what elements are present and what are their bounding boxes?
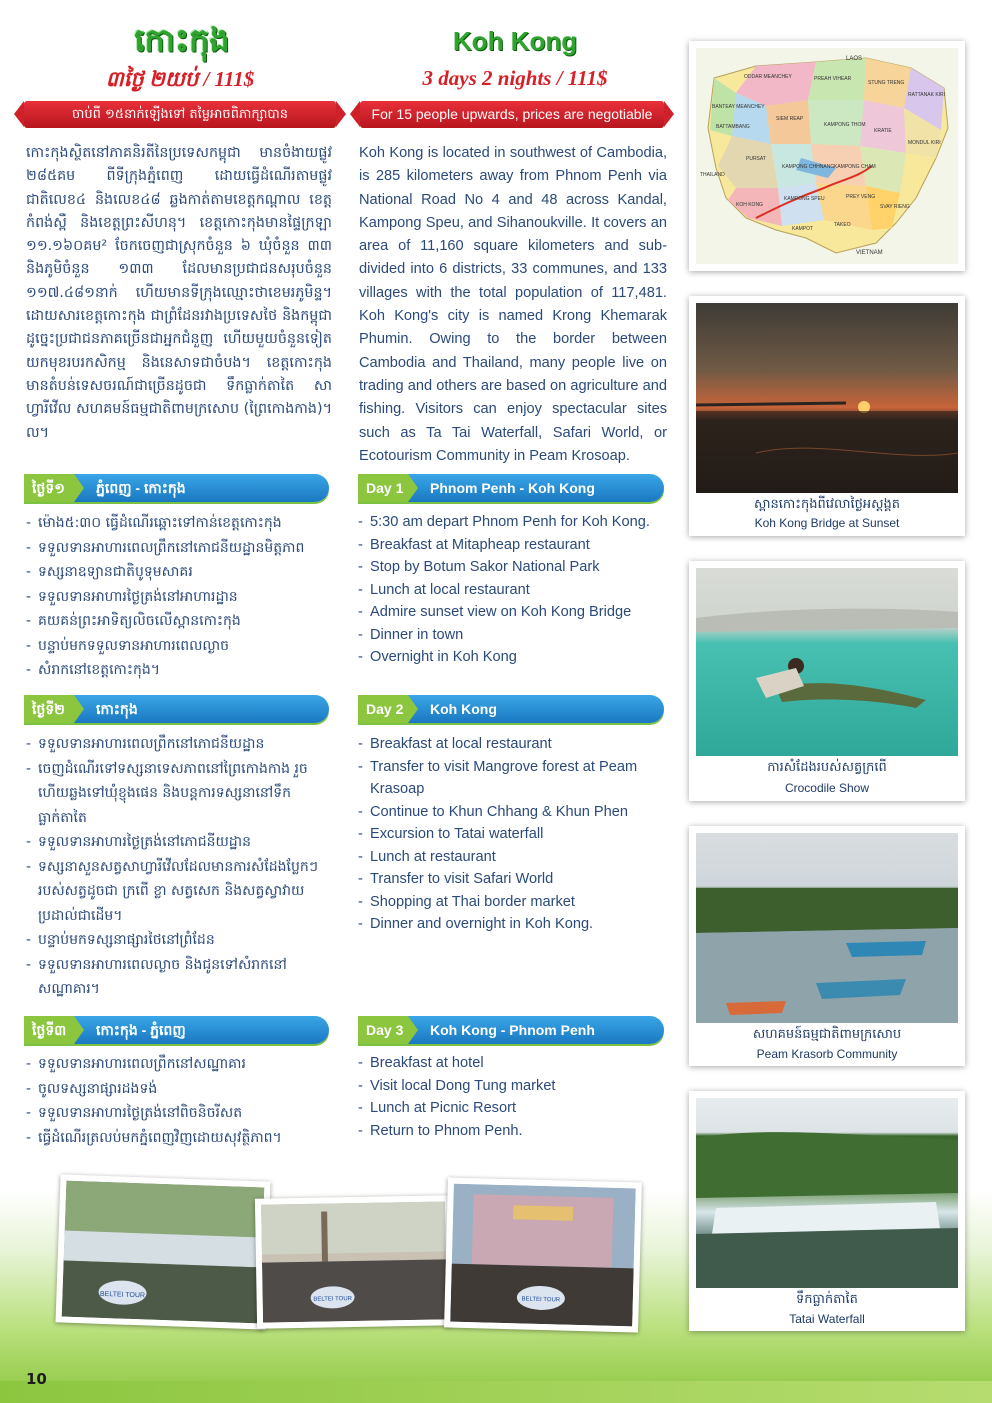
subtitle-khmer: ៣ថ្ងៃ ២យប់ / 111$	[105, 67, 255, 91]
group-photo-bridge	[255, 1195, 453, 1328]
banner-text: BELTEI TOUR	[99, 1290, 146, 1300]
day-route: Phnom Penh - Koh Kong	[430, 480, 595, 496]
intro-english: Koh Kong is located in southwest of Cambodia, is 285 kilometers away from Phnom Penh via National Road No 4 and 48 across Kandal, Kampong Speu, and Sihanoukville. It covers an area of 11,160 square kilometers and sub-divided into 6 districts, 33 communes, and 133 villages with the total population of 117,481. Koh Kong's city is named Krong Khemarak Phumin. Owing to the border between Cambodia and Thailand, many people live on trading and others are based on agriculture and fishing. Visitors can enjoy spectacular sites such as Ta Tai Waterfall, Safari World, or Ecotourism Community in Peam Krosoap.	[359, 145, 667, 464]
list-item: - Lunch at restaurant	[358, 846, 668, 869]
list-item: - Excursion to Tatai waterfall	[358, 823, 668, 846]
list-item: - គយគន់ព្រះអាទិត្យលិចលើស្ពានកោះកុង	[26, 609, 332, 634]
list-item: - ទទួលទានអាហារពេលព្រឹកនៅភោជនីយដ្ឋានមិត្តភាព	[26, 536, 332, 561]
day1-itinerary-english	[358, 511, 668, 669]
day-route: ភ្នំពេញ - កោះកុង	[96, 480, 186, 496]
list-item: - សំរាកនៅខេត្តកោះកុង។	[26, 658, 332, 683]
map-label: RATTANAK KIRI	[908, 92, 946, 98]
list-item: - Stop by Botum Sakor National Park	[358, 556, 668, 579]
map-label: SVAY RIENG	[880, 204, 910, 210]
photo-caption-english: Peam Krasorb Community	[756, 1047, 898, 1061]
mangrove-photo	[696, 833, 958, 1023]
map-label: VIETNAM	[856, 250, 883, 256]
day-tag: ថ្ងៃទី១	[24, 474, 74, 502]
list-item: - Breakfast at Mitapheap restaurant	[358, 534, 668, 557]
waterfall-photo	[696, 1098, 958, 1288]
map-label: TAKEO	[834, 222, 851, 228]
photo-caption-english: Tatai Waterfall	[789, 1312, 865, 1326]
list-item: - Lunch at Picnic Resort	[358, 1097, 668, 1120]
map-label: KRATIE	[874, 128, 892, 134]
map-label: KAMPONG SPEU	[784, 196, 825, 202]
day3-itinerary-english	[358, 1052, 668, 1142]
day-tag: ថ្ងៃទី២	[24, 695, 74, 723]
group-photo-waterfall	[55, 1174, 270, 1329]
day3-itinerary-khmer	[26, 1052, 332, 1150]
group-photo-safari-gate	[444, 1177, 642, 1332]
day1-itinerary-khmer	[26, 511, 332, 683]
title-english: Koh Kong	[452, 26, 578, 56]
map-label: THAILAND	[700, 172, 725, 178]
list-item: - ចេញដំណើរទៅទស្សនាទេសភាពនៅព្រៃកោងកាង រួចហើយឆ្លងទៅឃុំខ្ញុងផេន និងបន្តការទស្សនានៅទឹកធ្លាក់តាតៃ	[26, 757, 332, 831]
subtitle-english: 3 days 2 nights / 111$	[422, 66, 608, 90]
list-item: - បន្ទាប់មកទទួលទានអាហារពេលល្ងាច	[26, 634, 332, 659]
day1-bar-english	[358, 474, 664, 502]
list-item: - Breakfast at local restaurant	[358, 733, 668, 756]
day2-bar-english	[358, 695, 664, 723]
map-label: KAMPONG CHAM	[834, 164, 876, 170]
bottom-band	[0, 1381, 992, 1403]
map-label: STUNG TRENG	[868, 80, 905, 86]
list-item: - បន្ទាប់មកទស្សនាផ្សារថៃនៅព្រំដែន	[26, 928, 332, 953]
map-label: KAMPONG THOM	[824, 122, 866, 128]
list-item: - Continue to Khun Chhang & Khun Phen	[358, 801, 668, 824]
list-item: - ទទួលទានអាហារថ្ងៃត្រង់នៅអាហារដ្ឋាន	[26, 585, 332, 610]
group-photo-image	[261, 1201, 447, 1322]
day-tag: Day 2	[358, 695, 408, 723]
price-ribbon-english: For 15 people upwards, prices are negotiable	[360, 101, 664, 128]
list-item: - ធ្វើដំណើរត្រលប់មកភ្នំពេញវិញដោយសុវត្ថិភាព។	[26, 1126, 332, 1151]
map-label: KAMPOT	[792, 226, 814, 232]
list-item: - ទទួលទានអាហារថ្ងៃត្រង់នៅពិចនិចរីសត	[26, 1101, 332, 1126]
list-item: - ម៉ោង៥:៣០ ធ្វើដំណើរឆ្ពោះទៅកាន់ខេត្តកោះកុង	[26, 511, 332, 536]
list-item: - Return to Phnom Penh.	[358, 1120, 668, 1143]
list-item: - Transfer to visit Safari World	[358, 868, 668, 891]
map-label: LAOS	[846, 56, 863, 62]
map-image	[696, 48, 958, 264]
photo-frame-waterfall	[689, 1091, 965, 1331]
photo-caption-english: Crocodile Show	[784, 781, 870, 795]
list-item: - ចូលទស្សនាផ្សារដងទង់	[26, 1077, 332, 1102]
list-item: - ទទួលទានអាហារពេលព្រឹកនៅសណ្ឋាគារ	[26, 1052, 332, 1077]
list-item: - Visit local Dong Tung market	[358, 1075, 668, 1098]
day3-bar-english	[358, 1016, 664, 1044]
day-tag: Day 1	[358, 474, 408, 502]
photo-frame-crocodile	[689, 561, 965, 801]
day-route: Koh Kong - Phnom Penh	[430, 1022, 595, 1038]
banner-text: BELTEI TOUR	[521, 1296, 561, 1304]
cambodia-map	[696, 48, 958, 264]
map-label: ODDAR MEANCHEY	[744, 74, 792, 80]
list-item: - Breakfast at hotel	[358, 1052, 668, 1075]
map-label: BATTAMBANG	[716, 124, 750, 130]
list-item: - Dinner and overnight in Koh Kong.	[358, 913, 668, 936]
photo-frame-mangrove	[689, 826, 965, 1066]
list-item: - 5:30 am depart Phnom Penh for Koh Kong.	[358, 511, 668, 534]
map-label: KAMPONG CHHNANG	[782, 164, 835, 170]
list-item: - ទទួលទានអាហារថ្ងៃត្រង់នៅភោជនីយដ្ឋាន	[26, 830, 332, 855]
group-photo-image	[62, 1181, 265, 1324]
map-label: MONDUL KIRI	[908, 140, 941, 146]
list-item: - Lunch at local restaurant	[358, 579, 668, 602]
sunset-photo	[696, 303, 958, 493]
photo-frame-sunset	[689, 296, 965, 536]
map-label: PREY VENG	[846, 194, 876, 200]
list-item: - Admire sunset view on Koh Kong Bridge	[358, 601, 668, 624]
title-khmer: កោះកុង	[134, 21, 230, 59]
day3-bar-khmer	[24, 1016, 329, 1044]
price-ribbon-khmer: ចាប់ពី ១៥នាក់ឡើងទៅ តម្លៃអាចពិភាក្សាបាន	[24, 101, 336, 128]
day1-bar-khmer	[24, 474, 329, 502]
day-route: កោះកុង - ភ្នំពេញ	[96, 1022, 186, 1038]
banner-text: BELTEI TOUR	[313, 1296, 353, 1303]
sunset-scene	[696, 303, 958, 493]
list-item: - Shopping at Thai border market	[358, 891, 668, 914]
list-item: - ទទួលទានអាហារពេលល្ងាច និងជូនទៅសំរាកនៅសណ្ឋាគារ។	[26, 953, 332, 1002]
day2-itinerary-khmer	[26, 732, 332, 1002]
map-label: KOH KONG	[736, 202, 763, 208]
group-photo-image	[450, 1184, 636, 1327]
waterfall-scene	[696, 1098, 958, 1288]
day-route: Koh Kong	[430, 701, 497, 717]
intro-khmer: កោះកុងស្ថិតនៅភាគនិរតីនៃប្រទេសកម្ពុជា មានចំងាយផ្លូវ ២៨៥គម ពីទីក្រុងភ្នំពេញ ដោយធ្វើដំណើរតាមផ្លូវជាតិលេខ៤ និងលេខ៤៨ ឆ្លងកាត់តាមខេត្តកណ្តាល ខេត្តកំពង់ស្ពឺ និងខេត្តព្រះសីហនុ។ ខេត្តកោះកុងមានផ្ទៃក្រឡា ១១.១៦០គម² ចែកចេញជាស្រុកចំនួន ៦ ឃុំចំនួន ៣៣ និងភូមិចំនួន ១៣៣ ដែលមានប្រជាជនសរុបចំនួន ១១៧.៤៨១នាក់ ហើយមានទីក្រុងឈ្មោះថាខេមរភូមិន្ទ។ ដោយសារខេត្តកោះកុង ជាព្រំដែនរវាងប្រទេសថៃ និងកម្ពុជា ដូច្នេះប្រជាជនភាគច្រើនជាអ្នកជំនួញ ហើយមួយចំនួនទៀតយកមុខរបរកសិកម្ម និងនេសាទជាចំបង។ ខេត្តកោះកុង មានតំបន់ទេសចរណ៍ជាច្រើនដូចជា ទឹកធ្លាក់តាតៃ សាហ្វារីវើល សហគមន៍ធម្មជាតិពាមក្រសោប (ព្រៃកោងកាង)។ល។	[26, 145, 332, 441]
photo-caption-khmer: ទឹកធ្លាក់តាតៃ	[796, 1292, 858, 1307]
day2-bar-khmer	[24, 695, 329, 723]
day-tag: Day 3	[358, 1016, 408, 1044]
photo-caption-khmer: ស្ពានកោះកុងពីវេលាថ្ងៃអស្តង្គត	[754, 497, 900, 512]
mangrove-scene	[696, 833, 958, 1023]
map-label: SIEM REAP	[776, 116, 804, 122]
photo-caption-khmer: សហគមន៍ធម្មជាតិពាមក្រសោប	[752, 1027, 902, 1042]
map-label: PURSAT	[746, 156, 766, 162]
list-item: - Dinner in town	[358, 624, 668, 647]
day2-itinerary-english	[358, 733, 668, 936]
map-label: PREAH VIHEAR	[814, 76, 852, 82]
map-label: BANTEAY MEANCHEY	[712, 104, 765, 110]
cambodia-map-frame	[689, 41, 965, 271]
list-item: - Overnight in Koh Kong	[358, 646, 668, 669]
list-item: - ទទួលទានអាហារពេលព្រឹកនៅភោជនីយដ្ឋាន	[26, 732, 332, 757]
day-tag: ថ្ងៃទី៣	[24, 1016, 74, 1044]
list-item: - ទស្សនាឧទ្យានជាតិបូទុមសាគរ	[26, 560, 332, 585]
list-item: - ទស្សនាសួនសត្វសាហ្វារីវើលដែលមានការសំដែងប្លែកៗរបស់សត្វដូចជា ក្រពើ ខ្លា សត្វសេក និងសត្វស្វាវាយប្រដាល់ជាដើម។	[26, 855, 332, 929]
list-item: - Transfer to visit Mangrove forest at Peam Krasoap	[358, 756, 668, 801]
photo-caption-khmer: ការសំដែងរបស់សត្វក្រពើ	[767, 760, 887, 775]
day-route: កោះកុង	[96, 701, 138, 717]
crocodile-photo	[696, 568, 958, 756]
page-number: 10	[26, 1370, 47, 1388]
crocodile-scene	[696, 568, 958, 756]
photo-caption-english: Koh Kong Bridge at Sunset	[754, 516, 900, 530]
